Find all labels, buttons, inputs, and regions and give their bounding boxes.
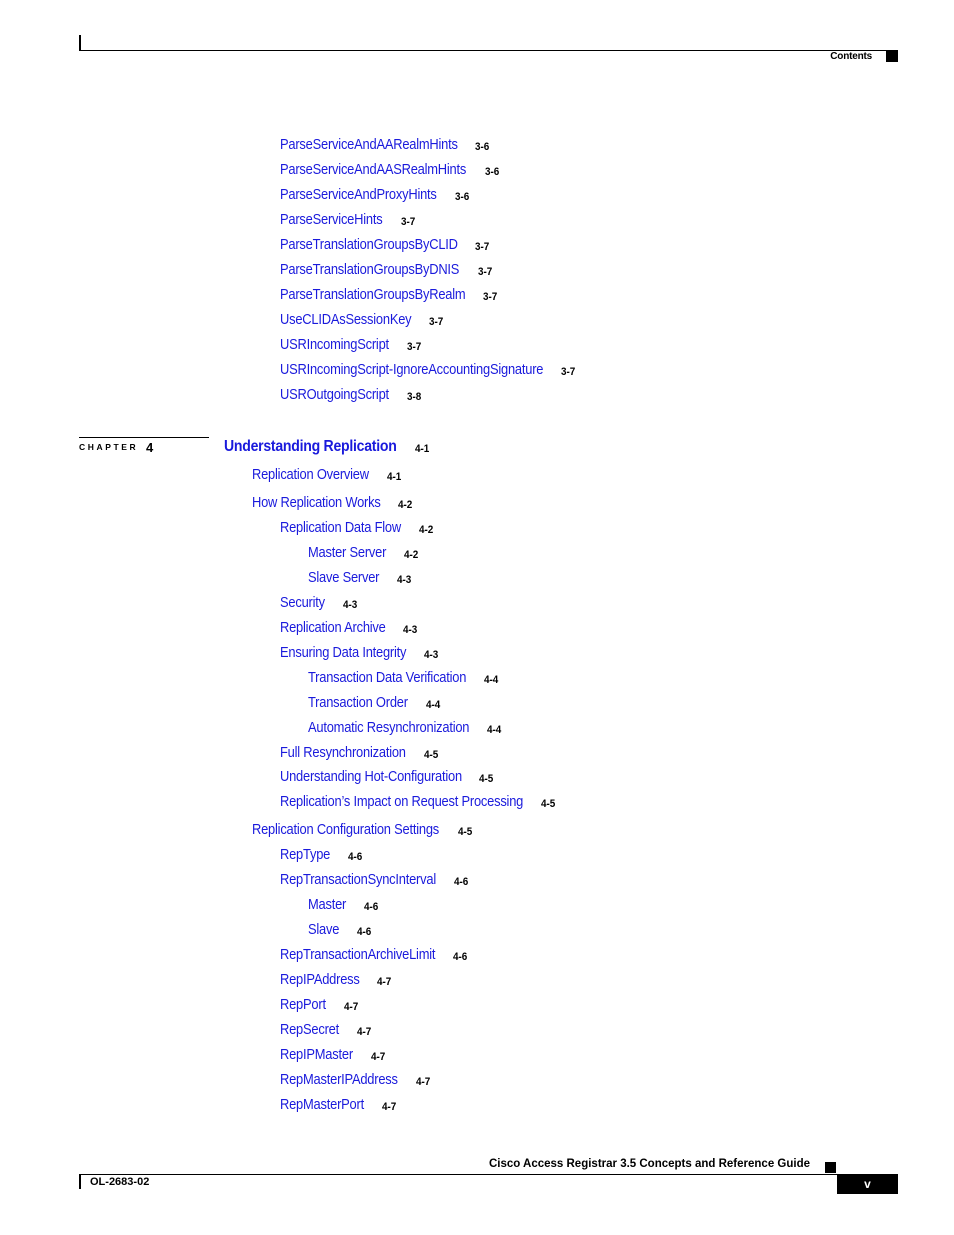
toc-entry-title[interactable]: USRIncomingScript bbox=[280, 336, 389, 353]
toc-entry[interactable] bbox=[280, 1071, 432, 1090]
toc-entry[interactable] bbox=[280, 871, 470, 890]
toc-entry-title[interactable]: Replication Overview bbox=[252, 466, 369, 483]
toc-entry[interactable] bbox=[308, 544, 420, 563]
toc-entry-title[interactable]: Replication Archive bbox=[280, 619, 386, 636]
toc-entry-page: 4-5 bbox=[479, 773, 494, 785]
toc-entry[interactable] bbox=[280, 186, 471, 205]
toc-entry[interactable] bbox=[280, 286, 499, 305]
toc-entry[interactable] bbox=[280, 336, 422, 355]
toc-entry[interactable] bbox=[308, 719, 503, 738]
toc-entry[interactable] bbox=[280, 261, 493, 280]
toc-entry[interactable] bbox=[280, 211, 417, 230]
toc-entry-title[interactable]: How Replication Works bbox=[252, 494, 381, 511]
toc-entry-page: 3-7 bbox=[475, 241, 490, 253]
toc-entry-page: 4-3 bbox=[343, 599, 358, 611]
toc-entry-page: 4-4 bbox=[484, 674, 499, 686]
toc-entry-page: 4-5 bbox=[540, 798, 556, 810]
toc-chapter-entry[interactable] bbox=[224, 438, 431, 457]
toc-entry-page: 4-7 bbox=[356, 1026, 371, 1038]
toc-entry-page: 4-4 bbox=[425, 699, 441, 711]
toc-entry-title[interactable]: USRIncomingScript-IgnoreAccountingSignature bbox=[280, 361, 544, 378]
toc-entry-title[interactable]: Ensuring Data Integrity bbox=[280, 644, 407, 661]
toc-entry-page: 3-6 bbox=[475, 141, 490, 153]
toc-entry-title[interactable]: RepIPMaster bbox=[280, 1046, 353, 1063]
toc-entry-title[interactable]: Master Server bbox=[308, 544, 387, 561]
toc-entry-page: 3-7 bbox=[429, 316, 444, 328]
toc-entry[interactable] bbox=[280, 619, 419, 638]
chapter-title[interactable]: Understanding Replication bbox=[224, 438, 397, 455]
toc-entry[interactable] bbox=[252, 494, 414, 513]
toc-entry-page: 3-7 bbox=[406, 341, 421, 353]
toc-entry[interactable] bbox=[280, 846, 364, 865]
toc-entry-page: 3-8 bbox=[406, 391, 421, 403]
chapter-label: CHAPTER bbox=[79, 442, 139, 452]
toc-entry-page: 4-4 bbox=[486, 724, 502, 736]
toc-entry-title[interactable]: RepMasterIPAddress bbox=[280, 1071, 398, 1088]
toc-entry[interactable] bbox=[252, 821, 473, 840]
toc-entry-page: 4-7 bbox=[377, 976, 392, 988]
toc-entry-page: 4-3 bbox=[403, 624, 418, 636]
toc-entry-title[interactable]: Replication Data Flow bbox=[280, 519, 401, 536]
toc-entry-page: 3-6 bbox=[484, 166, 499, 178]
toc-entry[interactable] bbox=[280, 744, 440, 763]
toc-entry-page: 4-5 bbox=[457, 826, 472, 838]
toc-entry[interactable] bbox=[280, 768, 495, 787]
toc-entry[interactable] bbox=[280, 161, 500, 180]
toc-entry[interactable] bbox=[308, 921, 373, 940]
toc-entry-title[interactable]: Replication’s Impact on Request Processing bbox=[280, 793, 524, 810]
toc-entry-title[interactable]: ParseTranslationGroupsByCLID bbox=[280, 236, 458, 253]
toc-entry-title[interactable]: Security bbox=[280, 594, 325, 611]
toc-entry-title[interactable]: Slave bbox=[308, 921, 340, 938]
toc-entry-page: 4-3 bbox=[397, 574, 412, 586]
toc-entry[interactable] bbox=[280, 311, 445, 330]
toc-entry[interactable] bbox=[280, 1096, 397, 1115]
toc-entry-title[interactable]: RepSecret bbox=[280, 1021, 340, 1038]
toc-entry-title[interactable]: RepPort bbox=[280, 996, 326, 1013]
header-label: Contents bbox=[830, 51, 872, 62]
toc-entry-title[interactable]: Replication Configuration Settings bbox=[252, 821, 440, 838]
toc-entry-page: 3-7 bbox=[483, 291, 498, 303]
footer-page-number: v bbox=[837, 1175, 898, 1194]
toc-entry[interactable] bbox=[308, 694, 442, 713]
toc-entry-title[interactable]: RepTransactionArchiveLimit bbox=[280, 946, 436, 963]
footer-doc-number: OL-2683-02 bbox=[90, 1176, 150, 1188]
toc-entry-page: 4-5 bbox=[424, 749, 439, 761]
toc-entry-title[interactable]: Full Resynchronization bbox=[280, 744, 406, 761]
footer-vertical-bar bbox=[79, 1174, 81, 1189]
toc-entry-page: 4-7 bbox=[370, 1051, 386, 1063]
toc-entry-title[interactable]: Automatic Resynchronization bbox=[308, 719, 470, 736]
toc-entry-title[interactable]: RepType bbox=[280, 846, 331, 863]
toc-entry[interactable] bbox=[280, 594, 359, 613]
footer-rule bbox=[79, 1174, 898, 1175]
toc-entry-page: 4-7 bbox=[415, 1076, 431, 1088]
toc-entry-page: 3-6 bbox=[454, 191, 470, 203]
toc-entry-page: 4-7 bbox=[381, 1101, 396, 1113]
toc-entry[interactable] bbox=[280, 361, 577, 380]
footer-book-title: Cisco Access Registrar 3.5 Concepts and Reference Guide bbox=[488, 1158, 810, 1170]
toc-entry[interactable] bbox=[280, 236, 491, 255]
toc-entry-title[interactable]: Understanding Hot-Configuration bbox=[280, 768, 462, 785]
toc-entry-title[interactable]: ParseServiceHints bbox=[280, 211, 383, 228]
toc-entry-page: 4-6 bbox=[364, 901, 379, 913]
toc-entry-title[interactable]: ParseTranslationGroupsByDNIS bbox=[280, 261, 460, 278]
footer-marker-square bbox=[825, 1162, 836, 1173]
toc-entry[interactable] bbox=[280, 1046, 387, 1065]
toc-entry[interactable] bbox=[280, 971, 393, 990]
toc-entry[interactable] bbox=[280, 793, 557, 812]
toc-entry-title[interactable]: ParseServiceAndProxyHints bbox=[280, 186, 437, 203]
toc-entry[interactable] bbox=[280, 136, 491, 155]
toc-entry[interactable] bbox=[308, 669, 500, 688]
toc-entry-page: 4-2 bbox=[404, 549, 419, 561]
toc-entry-title[interactable]: ParseServiceAndAARealmHints bbox=[280, 136, 458, 153]
toc-entry-page: 4-6 bbox=[452, 951, 468, 963]
toc-entry[interactable] bbox=[280, 1021, 373, 1040]
toc-entry-page: 4-6 bbox=[454, 876, 469, 888]
toc-entry-page: 3-7 bbox=[477, 266, 492, 278]
toc-entry-page: 4-7 bbox=[344, 1001, 359, 1013]
toc-entry[interactable] bbox=[252, 466, 403, 485]
toc-entry-title[interactable]: RepTransactionSyncInterval bbox=[280, 871, 436, 888]
toc-entry-page: 4-6 bbox=[357, 926, 372, 938]
toc-entry-page: 3-7 bbox=[400, 216, 415, 228]
toc-entry-page: 4-1 bbox=[386, 471, 402, 483]
chapter-number: 4 bbox=[146, 440, 154, 455]
toc-entry-page: 4-2 bbox=[418, 524, 433, 536]
toc-entry-page: 4-1 bbox=[414, 443, 429, 455]
toc-entry-title[interactable]: UseCLIDAsSessionKey bbox=[280, 311, 412, 328]
toc-entry[interactable] bbox=[308, 569, 413, 588]
toc-entry-page: 4-2 bbox=[398, 499, 413, 511]
toc-entry-title[interactable]: ParseTranslationGroupsByRealm bbox=[280, 286, 466, 303]
toc-entry-page: 4-6 bbox=[348, 851, 363, 863]
toc-entry[interactable] bbox=[280, 519, 435, 538]
toc-entry-title[interactable]: Transaction Order bbox=[308, 694, 408, 711]
toc-entry-title[interactable]: RepMasterPort bbox=[280, 1096, 364, 1113]
toc-entry-title[interactable]: RepIPAddress bbox=[280, 971, 360, 988]
toc-entry[interactable] bbox=[280, 644, 440, 663]
toc-entry[interactable] bbox=[308, 896, 380, 915]
toc-entry-title[interactable]: ParseServiceAndAASRealmHints bbox=[280, 161, 467, 178]
toc-entry-title[interactable]: Transaction Data Verification bbox=[308, 669, 467, 686]
toc-entry[interactable] bbox=[280, 386, 423, 405]
toc-entry-page: 3-7 bbox=[561, 366, 576, 378]
toc-entry-page: 4-3 bbox=[424, 649, 439, 661]
toc-entry[interactable] bbox=[280, 946, 469, 965]
toc-entry-title[interactable]: Master bbox=[308, 896, 347, 913]
toc-entry-title[interactable]: Slave Server bbox=[308, 569, 380, 586]
toc-entry-title[interactable]: USROutgoingScript bbox=[280, 386, 389, 403]
toc-entry[interactable] bbox=[280, 996, 360, 1015]
